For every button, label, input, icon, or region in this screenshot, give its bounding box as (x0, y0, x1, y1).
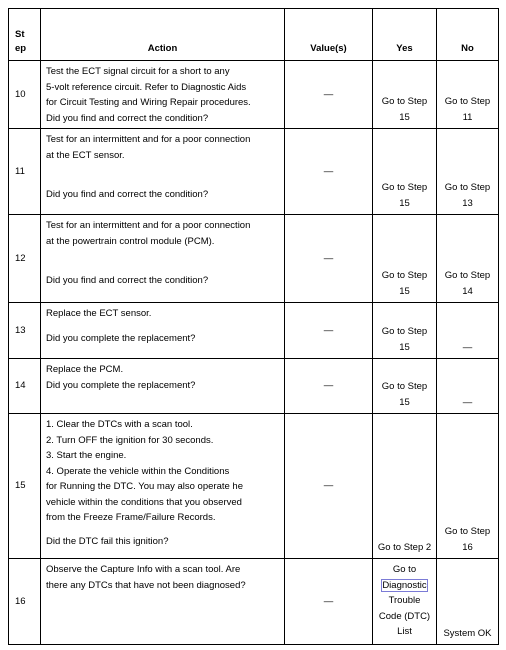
step-header-line2: ep (15, 43, 27, 54)
yes-cell: Go to Step 2 (373, 414, 437, 559)
value-cell: — (285, 414, 373, 559)
no-cell (437, 61, 499, 129)
action-cell (41, 61, 285, 129)
action-line: Replace the ECT sensor. (46, 308, 152, 319)
value-cell: — (285, 129, 373, 215)
yes-cell (373, 61, 437, 129)
value-cell: — (285, 303, 373, 359)
diagnostic-table (8, 8, 499, 645)
dtc-list-link-text[interactable]: Diagnostic (382, 579, 427, 591)
dtc-list-link[interactable] (377, 578, 432, 594)
no-cell (437, 414, 499, 559)
action-line: 5-volt reference circuit. Refer to Diagnostic Aids (46, 81, 247, 93)
no-goto-step: 11 (462, 111, 473, 123)
action-question: Did you find and correct the condition? (46, 112, 209, 124)
action-line: 1. Clear the DTCs with a scan tool. (46, 419, 193, 430)
action-line: at the powertrain control module (PCM). (46, 235, 215, 247)
step-header-line1: St (15, 29, 25, 40)
no-cell: System OK (437, 559, 499, 645)
action-cell (41, 359, 285, 414)
step-number: 12 (9, 215, 41, 303)
yes-goto-label: Go to Step (381, 182, 428, 193)
action-line: for Circuit Testing and Wiring Repair procedures. (46, 97, 251, 108)
action-question: Did the DTC fail this ignition? (46, 535, 169, 547)
step-number: 10 (9, 61, 41, 129)
no-goto-label: Go to Step (444, 96, 491, 107)
action-question: Did you find and correct the condition? (46, 189, 209, 200)
no-goto-step: 14 (462, 285, 473, 297)
action-cell (41, 559, 285, 645)
no-goto-step: 16 (462, 541, 473, 553)
no-cell: — (437, 359, 499, 414)
yes-goto-text: List (397, 626, 412, 638)
action-line: 4. Operate the vehicle within the Conditions (46, 465, 230, 477)
yes-header: Yes (373, 9, 437, 61)
no-cell (437, 215, 499, 303)
value-cell: — (285, 359, 373, 414)
yes-cell (373, 559, 437, 645)
table-row-step-11 (9, 129, 499, 215)
action-question: Did you complete the replacement? (46, 379, 196, 391)
action-line: vehicle within the conditions that you observed (46, 496, 242, 508)
table-row-step-13 (9, 303, 499, 359)
table-row-step-15 (9, 414, 499, 559)
no-goto-label: Go to Step (444, 270, 491, 281)
action-line: Replace the PCM. (46, 364, 124, 375)
step-header (9, 9, 41, 61)
yes-goto-label: Go to Step (381, 326, 428, 337)
yes-goto-label: Go to Step (381, 270, 428, 281)
yes-goto-step: 15 (399, 197, 410, 209)
step-number: 13 (9, 303, 41, 359)
step-number: 14 (9, 359, 41, 414)
step-number: 15 (9, 414, 41, 559)
action-line: 2. Turn OFF the ignition for 30 seconds. (46, 434, 214, 446)
yes-goto-step: 15 (399, 341, 410, 353)
action-line: there any DTCs that have not been diagnosed? (46, 579, 246, 591)
yes-cell (373, 359, 437, 414)
no-cell (437, 129, 499, 215)
yes-goto-text: Code (DTC) (378, 610, 431, 622)
action-header: Action (41, 9, 285, 61)
action-line: for Running the DTC. You may also operate he (46, 481, 243, 492)
action-line: Test the ECT signal circuit for a short to any (46, 66, 230, 77)
value-cell: — (285, 215, 373, 303)
action-line: Observe the Capture Info with a scan tool. Are (46, 564, 241, 575)
yes-goto-step: 15 (399, 111, 410, 123)
no-cell: — (437, 303, 499, 359)
table-row-step-12 (9, 215, 499, 303)
no-goto-step: 13 (462, 197, 473, 209)
action-line: 3. Start the engine. (46, 450, 127, 461)
action-cell (41, 303, 285, 359)
yes-cell (373, 303, 437, 359)
no-goto-label: Go to Step (444, 182, 491, 193)
table-row-step-10 (9, 61, 499, 129)
yes-cell (373, 129, 437, 215)
yes-goto-step: 15 (399, 396, 410, 408)
action-question: Did you find and correct the condition? (46, 275, 209, 286)
action-cell (41, 414, 285, 559)
value-cell: — (285, 61, 373, 129)
action-question: Did you complete the replacement? (46, 332, 196, 344)
table-row-step-14 (9, 359, 499, 414)
yes-goto-label: Go to Step (381, 96, 428, 107)
action-cell (41, 129, 285, 215)
yes-goto-label: Go to (392, 564, 417, 576)
action-line: at the ECT sensor. (46, 149, 125, 161)
no-goto-label: Go to Step (444, 526, 491, 537)
action-line: Test for an intermittent and for a poor connection (46, 134, 251, 145)
step-number: 16 (9, 559, 41, 645)
yes-goto-text: Trouble (388, 595, 421, 607)
action-line: from the Freeze Frame/Failure Records. (46, 512, 216, 523)
yes-cell (373, 215, 437, 303)
step-number: 11 (9, 129, 41, 215)
action-line: Test for an intermittent and for a poor connection (46, 220, 251, 231)
table-row-step-16 (9, 559, 499, 645)
value-cell: — (285, 559, 373, 645)
yes-goto-label: Go to Step (381, 381, 428, 392)
values-header: Value(s) (285, 9, 373, 61)
action-cell (41, 215, 285, 303)
yes-goto-step: 15 (399, 285, 410, 297)
header-row (9, 9, 499, 61)
no-header: No (437, 9, 499, 61)
